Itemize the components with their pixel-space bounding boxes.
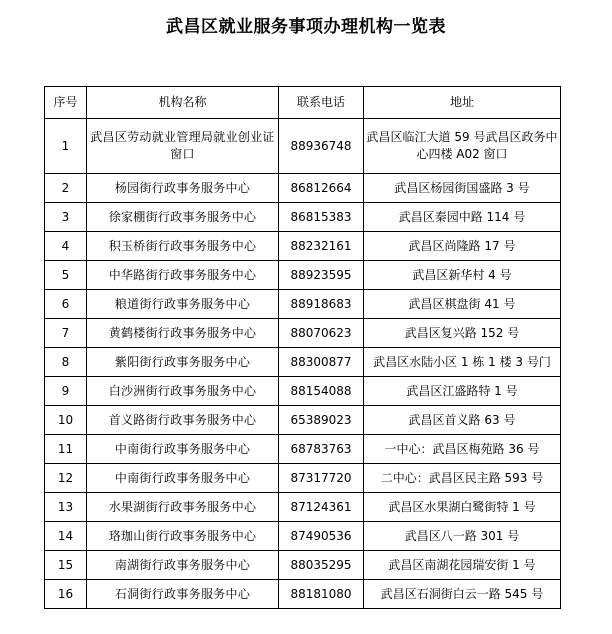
cell-org: 珞珈山街行政事务服务中心 [87,522,279,551]
table-row [45,261,561,290]
table-row [45,493,561,522]
cell-org: 积玉桥街行政事务服务中心 [87,232,279,261]
cell-org: 紫阳街行政事务服务中心 [87,348,279,377]
cell-org: 黄鹤楼街行政事务服务中心 [87,319,279,348]
cell-tel: 88232161 [279,232,364,261]
organization-table [44,86,561,609]
table-row [45,119,561,174]
cell-tel: 65389023 [279,406,364,435]
cell-no: 14 [45,522,87,551]
cell-tel: 87317720 [279,464,364,493]
header-addr: 地址 [364,87,561,119]
cell-org: 首义路街行政事务服务中心 [87,406,279,435]
cell-addr: 武昌区棋盘街 41 号 [364,290,561,319]
cell-addr: 一中心：武昌区梅苑路 36 号 [364,435,561,464]
cell-tel: 88923595 [279,261,364,290]
table-row [45,174,561,203]
table-header-row [45,87,561,119]
cell-tel: 86812664 [279,174,364,203]
table-row [45,377,561,406]
cell-no: 4 [45,232,87,261]
cell-org: 南湖街行政事务服务中心 [87,551,279,580]
cell-org: 杨园街行政事务服务中心 [87,174,279,203]
cell-no: 10 [45,406,87,435]
cell-no: 9 [45,377,87,406]
cell-addr: 武昌区新华村 4 号 [364,261,561,290]
cell-tel: 88936748 [279,119,364,174]
cell-addr: 武昌区八一路 301 号 [364,522,561,551]
cell-no: 1 [45,119,87,174]
table-row [45,464,561,493]
table-row [45,435,561,464]
table-row [45,522,561,551]
cell-no: 2 [45,174,87,203]
cell-addr: 武昌区杨园街国盛路 3 号 [364,174,561,203]
cell-addr: 武昌区秦园中路 114 号 [364,203,561,232]
cell-no: 7 [45,319,87,348]
cell-tel: 86815383 [279,203,364,232]
cell-addr: 武昌区南湖花园瑞安街 1 号 [364,551,561,580]
cell-no: 12 [45,464,87,493]
table-row [45,551,561,580]
table-row [45,290,561,319]
cell-org: 武昌区劳动就业管理局就业创业证窗口 [87,119,279,174]
cell-org: 中华路街行政事务服务中心 [87,261,279,290]
cell-tel: 88035295 [279,551,364,580]
cell-org: 徐家棚街行政事务服务中心 [87,203,279,232]
header-org: 机构名称 [87,87,279,119]
cell-org: 中南街行政事务服务中心 [87,435,279,464]
cell-addr: 武昌区临江大道 59 号武昌区政务中心四楼 A02 窗口 [364,119,561,174]
table-row [45,580,561,609]
cell-tel: 68783763 [279,435,364,464]
cell-no: 16 [45,580,87,609]
cell-no: 6 [45,290,87,319]
table-row [45,203,561,232]
cell-tel: 88070623 [279,319,364,348]
table-row [45,406,561,435]
cell-org: 中南街行政事务服务中心 [87,464,279,493]
cell-no: 3 [45,203,87,232]
cell-tel: 87124361 [279,493,364,522]
cell-addr: 武昌区江盛路特 1 号 [364,377,561,406]
table-row [45,348,561,377]
table-row [45,319,561,348]
cell-tel: 88918683 [279,290,364,319]
cell-org: 粮道街行政事务服务中心 [87,290,279,319]
cell-no: 8 [45,348,87,377]
cell-org: 石洞街行政事务服务中心 [87,580,279,609]
cell-addr: 武昌区水陆小区 1 栋 1 楼 3 号门 [364,348,561,377]
page-title: 武昌区就业服务事项办理机构一览表 [166,17,446,37]
cell-tel: 88154088 [279,377,364,406]
cell-no: 13 [45,493,87,522]
cell-addr: 武昌区尚隆路 17 号 [364,232,561,261]
cell-org: 白沙洲街行政事务服务中心 [87,377,279,406]
header-tel: 联系电话 [279,87,364,119]
cell-org: 水果湖街行政事务服务中心 [87,493,279,522]
cell-addr: 武昌区复兴路 152 号 [364,319,561,348]
cell-tel: 88300877 [279,348,364,377]
cell-no: 5 [45,261,87,290]
cell-addr: 二中心：武昌区民主路 593 号 [364,464,561,493]
cell-tel: 87490536 [279,522,364,551]
cell-addr: 武昌区水果湖白鹭街特 1 号 [364,493,561,522]
header-no: 序号 [45,87,87,119]
table-row [45,232,561,261]
cell-no: 15 [45,551,87,580]
cell-tel: 88181080 [279,580,364,609]
cell-no: 11 [45,435,87,464]
cell-addr: 武昌区首义路 63 号 [364,406,561,435]
cell-addr: 武昌区石洞街白云一路 545 号 [364,580,561,609]
